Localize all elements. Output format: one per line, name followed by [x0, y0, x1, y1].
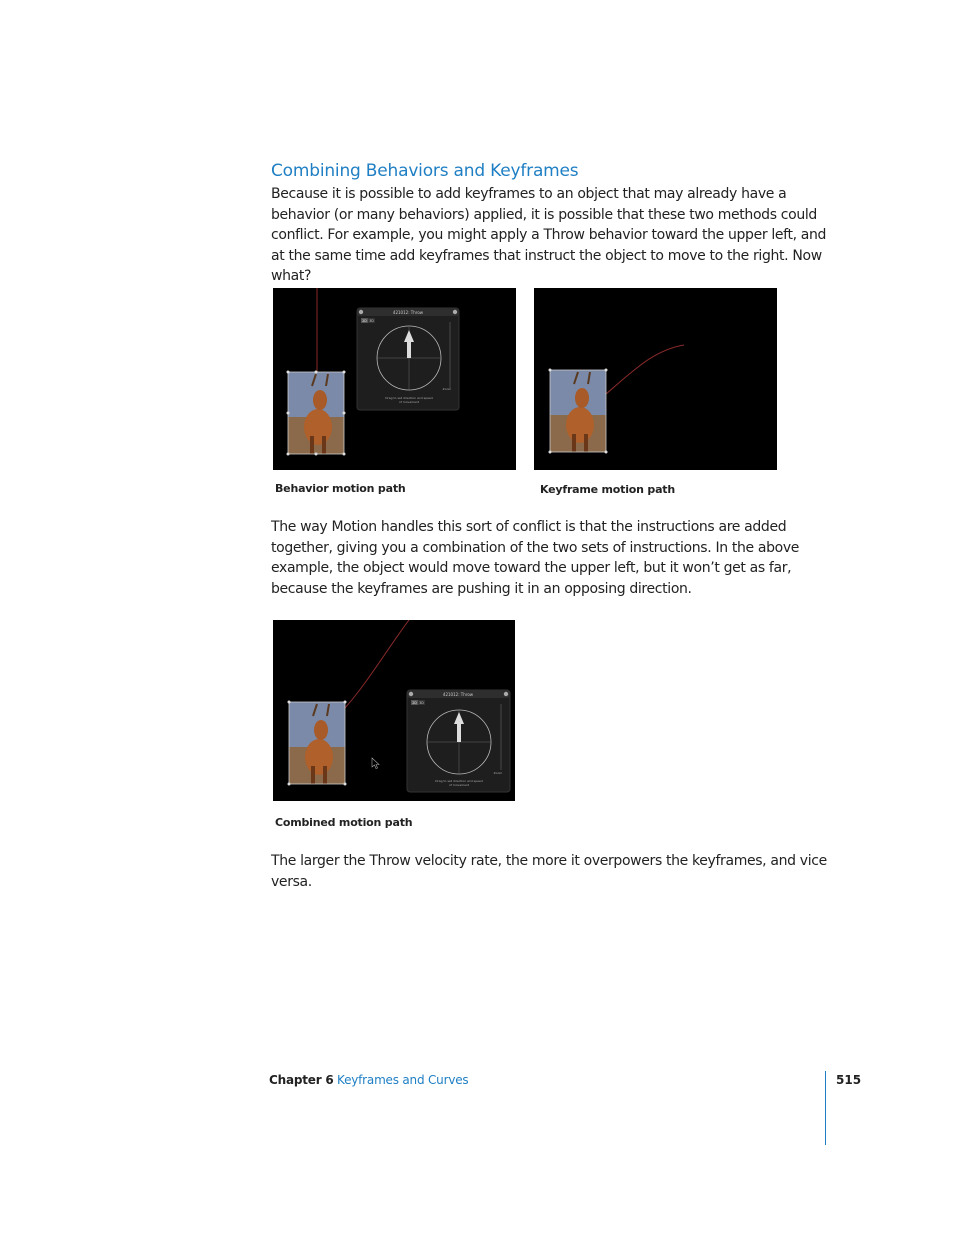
throw-hud: [407, 690, 510, 792]
footer-chapter: Chapter 6: [269, 1073, 334, 1087]
footer-chapter-title[interactable]: Keyframes and Curves: [337, 1073, 469, 1087]
close-icon: [359, 310, 363, 314]
mode-3d-label: 3D: [369, 319, 374, 323]
info-icon: [453, 310, 457, 314]
mode-2d-label: 2D: [362, 319, 367, 323]
hud-hint-line1: Drag to set direction and speed: [435, 779, 483, 783]
deer-image: [287, 371, 346, 456]
section-heading: Combining Behaviors and Keyframes: [271, 161, 579, 181]
close-icon: [409, 692, 413, 696]
combined-caption: Combined motion path: [275, 816, 413, 829]
zoom-label: Zoom: [442, 387, 452, 391]
zoom-label: Zoom: [493, 771, 503, 775]
page-number: 515: [836, 1073, 862, 1087]
hud-title: 421012: Throw: [392, 310, 424, 315]
keyframe-caption: Keyframe motion path: [540, 483, 675, 496]
hud-title: 421012: Throw: [442, 692, 474, 697]
hud-hint-line2: of movement: [398, 400, 420, 404]
behavior-caption: Behavior motion path: [275, 482, 406, 495]
footer-divider: [825, 1071, 826, 1145]
throw-hud: [357, 308, 459, 410]
hud-hint-line1: Drag to set direction and speed: [385, 396, 433, 400]
info-icon: [504, 692, 508, 696]
deer-image: [288, 701, 347, 786]
mode-3d-label: 3D: [419, 701, 424, 705]
conflict-paragraph: The way Motion handles this sort of conflict is that the instructions are added together, giving you a combination of the two sets of instructions. In the above example, the object would move toward the upper left, but it won’t get as far, because the keyframes are pushing it in an opposing direction.: [271, 519, 800, 597]
mode-2d-label: 2D: [412, 701, 417, 705]
hud-hint-line2: of movement: [448, 783, 470, 787]
behavior-motion-path-screenshot: [273, 288, 516, 470]
keyframe-motion-path-screenshot: [534, 288, 777, 470]
deer-image: [549, 369, 608, 454]
combined-motion-path-screenshot: [273, 620, 515, 801]
velocity-paragraph: The larger the Throw velocity rate, the more it overpowers the keyframes, and vice versa.: [271, 853, 827, 890]
intro-paragraph: Because it is possible to add keyframes to an object that may already have a behavior (or many behaviors) applied, it is possible that these two methods could conflict. For example, you might apply a Throw behavior toward the upper left, and at the same time add keyframes that instruct the object to move to the right. Now what?: [271, 186, 827, 284]
